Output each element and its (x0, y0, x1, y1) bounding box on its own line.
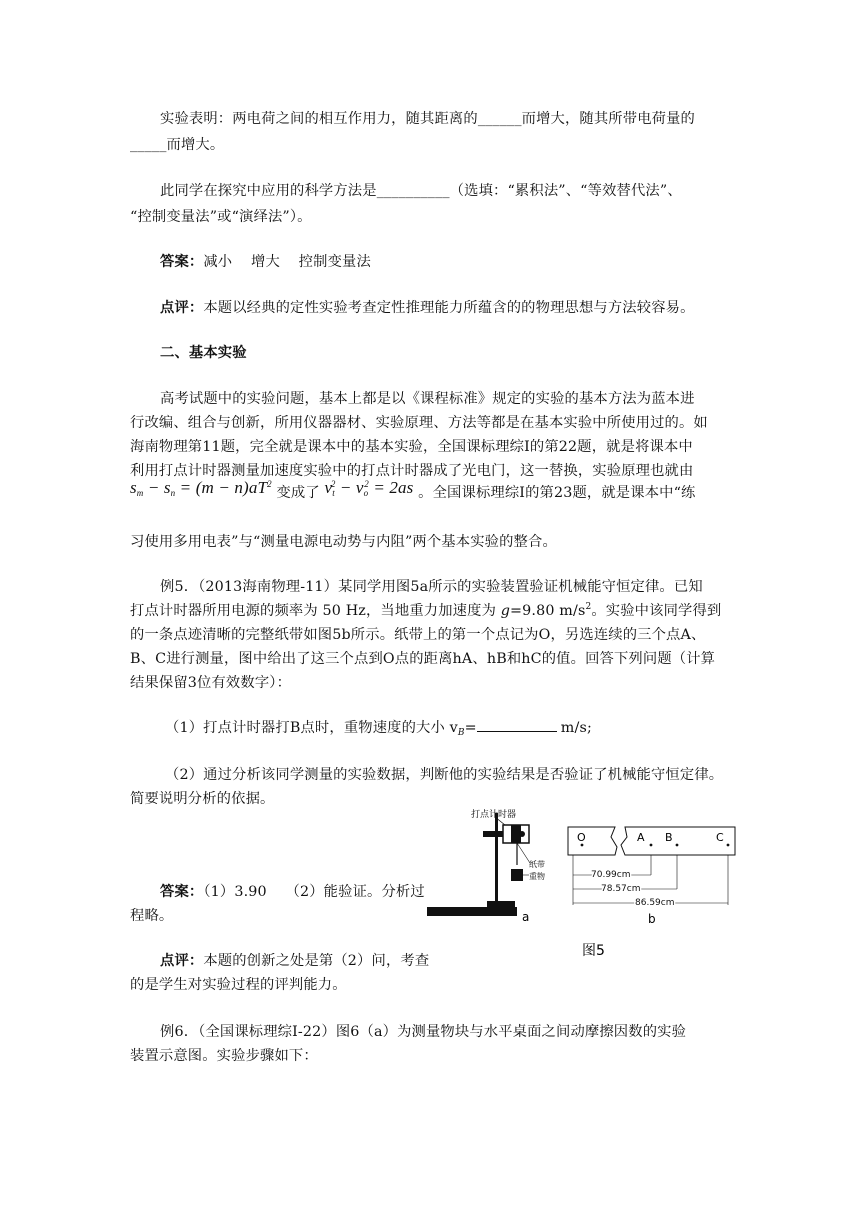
answer-2 (160, 881, 425, 901)
example5-4: B、C进行测量，图中给出了这三个点到O点的距离hA、hB和hC的值。回答下列问题（计算 (130, 651, 716, 667)
review-2-label: 点评： (160, 953, 204, 969)
point-O: O (577, 831, 586, 844)
review-text: 本题以经典的定性实验考查定性推理能力所蕴含的的物理思想与方法较容易。 (203, 300, 695, 316)
question-1-text: （1）打点计时器打B点时，重物速度的大小 v (165, 720, 458, 736)
para-basic-1: 高考试题中的实验问题，基本上都是以《课程标准》规定的实验的基本方法为蓝本进 (160, 391, 695, 407)
example6-1: 例6．（全国课标理综Ⅰ-22）图6（a）为测量物块与水平桌面之间动摩擦因数的实验 (160, 1024, 687, 1040)
example5-5: 结果保留3位有效数字）： (130, 675, 292, 691)
formula-tail: 。全国课标理综Ⅰ的第23题，就是课本中“练 (418, 485, 696, 501)
para-method-1: 此同学在探究中应用的科学方法是__________（选填：“累积法”、“等效替代法”、 (160, 183, 682, 199)
question-2-2: 简要说明分析的依据。 (130, 791, 275, 807)
formula-connector: 变成了 (276, 485, 320, 501)
review-label: 点评： (160, 300, 204, 316)
point-C: C (716, 831, 724, 844)
review-2-cont: 的是学生对实验过程的评判能力。 (130, 977, 347, 993)
para-method-2: “控制变量法”或“演绎法”）。 (130, 209, 312, 225)
stand-foot (487, 901, 515, 908)
label-b: b (648, 912, 656, 926)
figure-5 (425, 805, 745, 965)
answer-blank[interactable] (477, 719, 557, 732)
example5-3: 的一条点迹清晰的完整纸带如图5b所示。纸带上的第一个点记为O，另选连续的三个点A、 (130, 627, 706, 643)
point-A: A (637, 831, 645, 844)
stand-base (427, 907, 517, 916)
answer-2-cont: 程略。 (130, 908, 174, 924)
dot-B (676, 844, 679, 847)
example6-2: 装置示意图。实验步骤如下： (130, 1048, 318, 1064)
formula-line (130, 478, 696, 510)
example5-2 (130, 600, 721, 620)
review-2-text: 本题的创新之处是第（2）问，考查 (203, 953, 430, 969)
example5-2b: =9.80 m/s (510, 603, 586, 619)
dot-A (650, 844, 653, 847)
question-1-unit: m/s; (560, 720, 592, 736)
label-a: a (522, 910, 530, 924)
dot-O (581, 844, 584, 847)
para-conclusion-2: _____而增大。 (130, 137, 225, 153)
answer-text: 减小 增大 控制变量法 (203, 254, 371, 270)
answer-1 (160, 251, 371, 271)
formula-velocity: $v_t^2 - v_o^2 = 2as$ (324, 478, 414, 498)
vB-subscript: B (457, 728, 465, 738)
point-B: B (665, 831, 673, 844)
question-2-1: （2）通过分析该同学测量的实验数据，判断他的实验结果是否验证了机械能守恒定律。 (165, 767, 724, 783)
clamp (483, 831, 503, 837)
question-1 (165, 717, 592, 738)
weight-label: 重物 (529, 872, 545, 881)
gravity-symbol: g (500, 603, 511, 619)
review-1 (160, 297, 695, 317)
dim-hB-label: 78.57cm (601, 884, 641, 894)
formula-displacement: $s_m - s_n = (m - n)aT^2$ (130, 478, 272, 498)
squared: 2 (585, 602, 592, 612)
answer-label: 答案： (160, 254, 204, 270)
dot-C (727, 844, 730, 847)
answer-2-label: 答案： (160, 884, 204, 900)
review-2 (160, 950, 429, 970)
para-basic-4: 利用打点计时器测量加速度实验中的打点计时器成了光电门，这一替换，实验原理也就由 (130, 463, 694, 479)
question-1-eq: = (464, 720, 477, 736)
figure-caption: 图5 (582, 943, 605, 959)
section-heading: 二、基本实验 (160, 345, 247, 361)
timer-label: 打点计时器 (471, 810, 517, 820)
weight-block (511, 869, 523, 881)
dim-hA-label: 70.99cm (591, 870, 631, 880)
answer-2-text: （1）3.90 （2）能验证。分析过 (203, 884, 425, 900)
stand-pole (495, 813, 498, 913)
timer-knob (519, 831, 525, 837)
para-basic-2: 行改编、组合与创新，所用仪器器材、实验原理、方法等都是在基本实验中所使用过的。如 (130, 415, 708, 431)
para-basic-3: 海南物理第11题，完全就是课本中的基本实验，全国课标理综Ⅰ的第22题，就是将课本中 (130, 439, 693, 455)
para-basic-6: 习使用多用电表”与“测量电源电动势与内阻”两个基本实验的整合。 (130, 534, 557, 550)
example5-1: 例5．（2013海南物理-11）某同学用图5a所示的实验装置验证机械能守恒定律。已知 (160, 579, 703, 595)
tape-label: 纸带 (529, 860, 545, 869)
para-conclusion-1: 实验表明：两电荷之间的相互作用力，随其距离的______而增大，随其所带电荷量的 (160, 111, 695, 127)
example5-2c: 。实验中该同学得到 (591, 603, 722, 619)
example5-2a: 打点计时器所用电源的频率为 50 Hz，当地重力加速度为 (130, 603, 497, 619)
tape-left (568, 827, 617, 855)
dim-hC-label: 86.59cm (635, 898, 675, 908)
